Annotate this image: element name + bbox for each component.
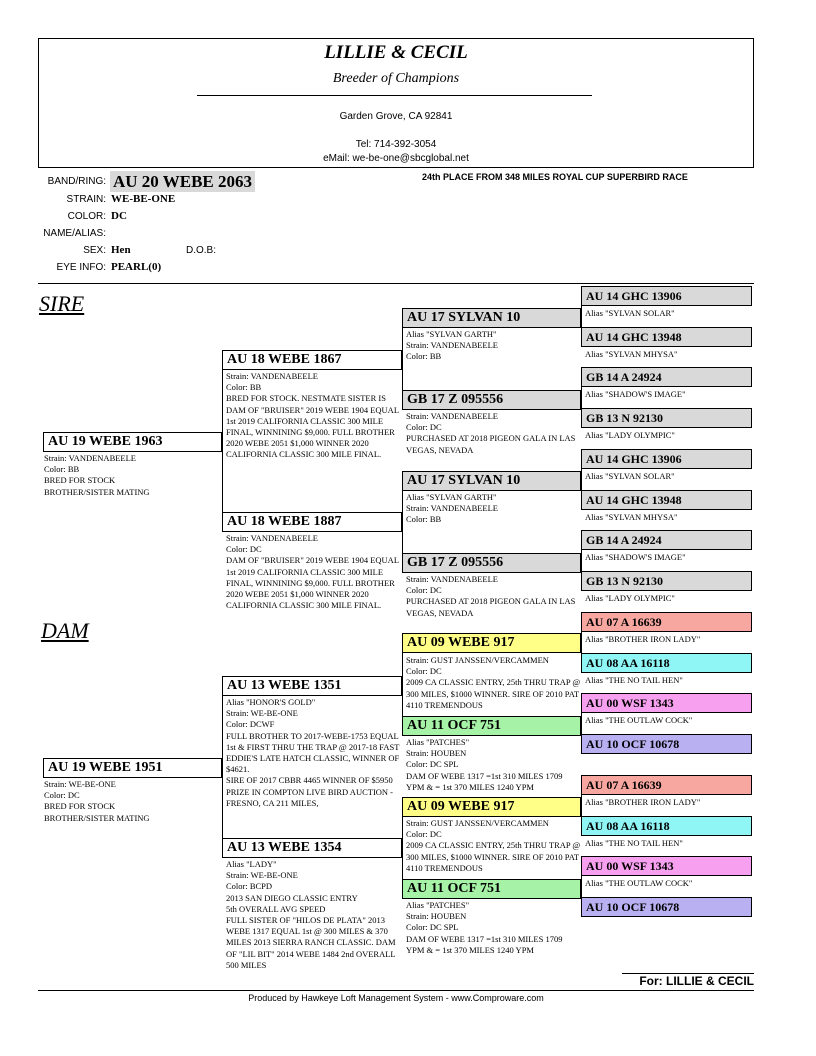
gen4-info: Alias "THE NO TAIL HEN" (585, 675, 683, 685)
gen4-info: Alias "SYLVAN SOLAR" (585, 471, 675, 481)
gen1-info: Strain: VANDENABEELE Color: BB BRED FOR STOCK BROTHER/SISTER MATING (44, 453, 150, 497)
gen3-info: Alias "SYLVAN GARTH" Strain: VANDENABEELE Color: BB (406, 329, 499, 362)
gen4-info: Alias "SYLVAN MHYSA" (585, 512, 678, 522)
connector-line (402, 653, 403, 736)
footer-rule (38, 990, 754, 991)
gen3-info: Strain: VANDENABEELE Color: DC PURCHASED AT 2018 PIGEON GALA IN LAS VEGAS, NEVADA (406, 574, 576, 618)
gen4-info: Alias "THE OUTLAW COCK" (585, 715, 693, 725)
gen4-band: GB 14 A 24924 (581, 367, 752, 387)
eye-value: PEARL(0) (111, 261, 162, 273)
gen3-band: AU 17 SYLVAN 10 (402, 471, 581, 491)
gen4-info: Alias "THE NO TAIL HEN" (585, 838, 683, 848)
gen4-band: AU 08 AA 16118 (581, 816, 752, 836)
gen1-info: Strain: WE-BE-ONE Color: DC BRED FOR STOCK BROTHER/SISTER MATING (44, 779, 150, 823)
gen4-info: Alias "SHADOW'S IMAGE" (585, 389, 686, 399)
gen1-band: AU 19 WEBE 1963 (43, 432, 222, 452)
connector-line (222, 696, 223, 858)
gen4-band: AU 10 OCF 10678 (581, 734, 752, 754)
gen4-info: Alias "THE OUTLAW COCK" (585, 878, 693, 888)
sex-value: Hen (111, 244, 131, 256)
section-separator (38, 283, 754, 284)
page-subtitle: Breeder of Champions (332, 71, 460, 86)
gen4-band: AU 14 GHC 13906 (581, 449, 752, 469)
gen2-band: AU 13 WEBE 1354 (222, 838, 402, 858)
connector-line (581, 876, 582, 917)
connector-line (402, 817, 403, 899)
gen4-band: AU 14 GHC 13906 (581, 286, 752, 306)
gen4-band: GB 14 A 24924 (581, 530, 752, 550)
title-divider (197, 95, 592, 96)
gen4-band: GB 13 N 92130 (581, 408, 752, 428)
connector-line (581, 795, 582, 836)
gen3-band: GB 17 Z 095556 (402, 390, 581, 410)
gen4-band: AU 07 A 16639 (581, 775, 752, 795)
gen3-band: AU 11 OCF 751 (402, 716, 581, 736)
gen4-band: AU 14 GHC 13948 (581, 327, 752, 347)
color-label: COLOR: (67, 211, 106, 222)
gen3-band: AU 09 WEBE 917 (402, 633, 581, 653)
eye-label: EYE INFO: (56, 262, 106, 273)
gen1-band: AU 19 WEBE 1951 (43, 758, 222, 778)
gen3-band: AU 09 WEBE 917 (402, 797, 581, 817)
gen3-band: GB 17 Z 095556 (402, 553, 581, 573)
gen2-info: Alias "HONOR'S GOLD" Strain: WE-BE-ONE Color: DCWF FULL BROTHER TO 2017-WEBE-1753 EQUAL 1st & FIRST THRU THE TRAP @ 2017-18 FAST EDDIE'S LATE HATCH CLASSIC, WINNER OF $4621. SIRE OF 2017 CBBR 4465 WINNER OF $5950 PRIZE IN COMPTON LIVE BIRD AUCTION - FRESNO, CA 211 MILES, (226, 697, 400, 808)
name-label: NAME/ALIAS: (43, 228, 106, 239)
address: Garden Grove, CA 92841 (339, 111, 453, 122)
strain-label: STRAIN: (66, 194, 106, 205)
sire-heading: SIRE (39, 291, 85, 316)
gen2-band: AU 18 WEBE 1887 (222, 512, 402, 532)
produced-by: Produced by Hawkeye Loft Management System - www.Comproware.com (248, 993, 544, 1003)
gen4-band: AU 14 GHC 13948 (581, 490, 752, 510)
band-number: AU 20 WEBE 2063 (110, 171, 255, 192)
connector-line (402, 491, 403, 573)
gen3-info: Strain: VANDENABEELE Color: DC PURCHASED AT 2018 PIGEON GALA IN LAS VEGAS, NEVADA (406, 411, 576, 455)
gen2-band: AU 18 WEBE 1867 (222, 350, 402, 370)
gen3-info: Strain: GUST JANSSEN/VERCAMMEN Color: DC 2009 CA CLASSIC ENTRY, 25th THRU TRAP @ 300 MILES, $1000 WINNER. SIRE OF 2010 PAT 4110 TREMENDOUS (406, 655, 581, 710)
gen2-info: Strain: VANDENABEELE Color: DC DAM OF "BRUISER" 2019 WEBE 1904 EQUAL 1st 2019 CALIFORNIA CLASSIC 300 MILE FINAL, WINNINING $9,000. FULL BROTHER 2020 WEBE 2051 $1,000 WINNER 2020 CALIFORNIA CLASSIC 300 MILE FINAL. (226, 533, 399, 611)
connector-line (581, 632, 582, 673)
gen3-info: Alias "PATCHES" Strain: HOUBEN Color: DC SPL DAM OF WEBE 1317 =1st 310 MILES 1709 YPM & = 1st 370 MILES 1240 YPM (406, 737, 563, 792)
gen4-info: Alias "LADY OLYMPIC" (585, 430, 675, 440)
band-label: BAND/RING: (47, 176, 106, 187)
gen4-info: Alias "SYLVAN MHYSA" (585, 349, 678, 359)
email: eMail: we-be-one@sbcglobal.net (323, 153, 469, 164)
gen4-info: Alias "SHADOW'S IMAGE" (585, 552, 686, 562)
gen2-info: Alias "LADY" Strain: WE-BE-ONE Color: BCPD 2013 SAN DIEGO CLASSIC ENTRY 5th OVERALL AVG SPEED FULL SISTER OF "HILOS DE PLATA" 2013 WEBE 1317 EQUAL 1st @ 300 MILES & 370 MILES 2013 SIERRA RANCH CLASSIC. DAM OF "LIL BIT" 2014 WEBE 1484 2nd OVERALL 500 MILES (226, 859, 396, 970)
connector-line (222, 370, 223, 532)
gen3-info: Alias "PATCHES" Strain: HOUBEN Color: DC SPL DAM OF WEBE 1317 =1st 310 MILES 1709 YPM & = 1st 370 MILES 1240 YPM (406, 900, 563, 955)
sex-label: SEX: (83, 245, 106, 256)
connector-line (581, 550, 582, 591)
gen4-band: AU 10 OCF 10678 (581, 897, 752, 917)
gen4-band: AU 07 A 16639 (581, 612, 752, 632)
telephone: Tel: 714-392-3054 (355, 139, 437, 150)
gen4-info: Alias "LADY OLYMPIC" (585, 593, 675, 603)
gen3-info: Alias "SYLVAN GARTH" Strain: VANDENABEELE Color: BB (406, 492, 499, 525)
connector-line (581, 387, 582, 428)
gen4-info: Alias "BROTHER IRON LADY" (585, 797, 701, 807)
for-owner: For: LILLIE & CECIL (622, 973, 754, 988)
strain-value: WE-BE-ONE (111, 193, 176, 205)
gen4-band: GB 13 N 92130 (581, 571, 752, 591)
gen3-info: Strain: GUST JANSSEN/VERCAMMEN Color: DC 2009 CA CLASSIC ENTRY, 25th THRU TRAP @ 300 MILES, $1000 WINNER. SIRE OF 2010 PAT 4110 TREMENDOUS (406, 818, 581, 873)
gen4-info: Alias "BROTHER IRON LADY" (585, 634, 701, 644)
gen2-band: AU 13 WEBE 1351 (222, 676, 402, 696)
connector-line (581, 306, 582, 347)
connector-line (402, 328, 403, 410)
connector-line (581, 469, 582, 510)
gen4-info: Alias "SYLVAN SOLAR" (585, 308, 675, 318)
gen4-band: AU 00 WSF 1343 (581, 693, 752, 713)
gen4-band: AU 00 WSF 1343 (581, 856, 752, 876)
gen3-band: AU 11 OCF 751 (402, 879, 581, 899)
gen4-band: AU 08 AA 16118 (581, 653, 752, 673)
race-result: 24th PLACE FROM 348 MILES ROYAL CUP SUPERBIRD RACE (422, 172, 688, 182)
dam-heading: DAM (41, 618, 89, 643)
gen2-info: Strain: VANDENABEELE Color: BB BRED FOR STOCK. NESTMATE SISTER IS DAM OF "BRUISER" 2019 WEBE 1904 EQUAL 1st 2019 CALIFORNIA CLASSIC 300 MILE FINAL, WINNINING $9,000. FULL BROTHER 2020 WEBE 2051 $1,000 WINNER 2020 CALIFORNIA CLASSIC 300 MILE FINAL. (226, 371, 399, 460)
color-value: DC (111, 210, 127, 222)
dob-label: D.O.B: (186, 245, 217, 256)
connector-line (581, 713, 582, 754)
page-title: LILLIE & CECIL (324, 42, 468, 63)
gen3-band: AU 17 SYLVAN 10 (402, 308, 581, 328)
